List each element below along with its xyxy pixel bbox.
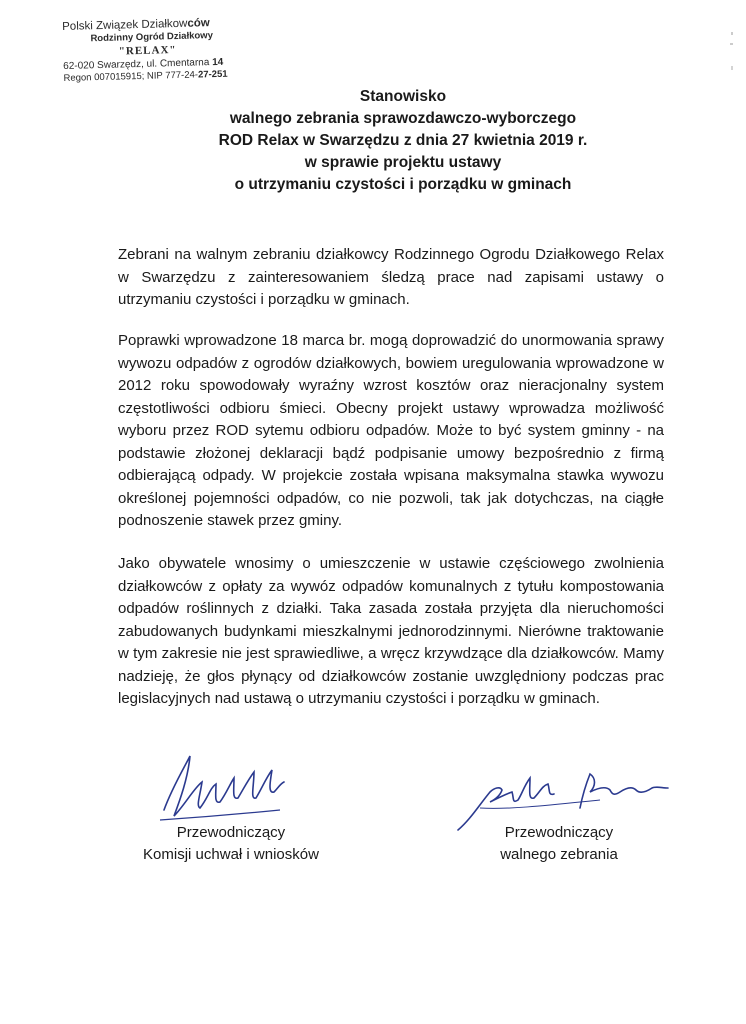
stamp-line-address: 62-020 Swarzędz, ul. Cmentarna 14	[63, 56, 224, 72]
stamp-line-name: "RELAX"	[118, 44, 177, 58]
signature-block-right	[468, 822, 650, 866]
signer-role: Przewodniczący	[176, 824, 286, 841]
stamp-line-organization: Polski Związek Działkowców	[62, 17, 210, 33]
paragraph-amendments: Poprawki wprowadzone 18 marca br. mogą doprowadzić do unormowania sprawy wywozu odpadów z ogrodów działkowych, bowiem uregulowania wprowadzone w 2012 roku spowodowały wyraźny wzrost kosztów oraz nieracjonalny system częstotliwości odbioru śmieci. Obecny projekt ustawy wprowadza możliwość wyboru przez ROD sytemu odbioru odpadów. Może to być system gminny - na podstawie złożonej deklaracji bądź podpisanie umowy bezpośrednio z firmą odbierającą odpady. W projekcie została wpisana maksymalna stawka wywozu określonej pojemności odpadów, co nie pozwoli, tak jak dotychczas, na ciągłe podnoszenie stawek przez gminy.	[118, 332, 664, 529]
signature-block-left	[118, 822, 344, 866]
paragraph-intro: Zebrani na walnym zebraniu działkowcy Rodzinnego Ogrodu Działkowego Relax w Swarzędzu z zainteresowaniem śledzą prace nad zapisami ustawy o utrzymaniu czystości i porządku w gminach.	[118, 246, 664, 308]
title-line: o utrzymaniu czystości i porządku w gminach	[234, 176, 572, 193]
stamp-line-registry: Regon 007015915; NIP 777-24-27-251	[63, 68, 228, 84]
stamp-line-garden: Rodzinny Ogród Działkowy	[90, 30, 214, 45]
title-line: w sprawie projektu ustawy	[304, 154, 502, 171]
paragraph-request: Jako obywatele wnosimy o umieszczenie w ustawie częściowego zwolnienia działkowców z opłaty za wywóz odpadów komunalnych z tytułu kompostowania odpadów roślinnych z działki. Taka zasada została przyjęta dla nieruchomości zabudowanych budynkami mieszkalnymi jednorodzinnymi. Nierówne traktowanie w tym zakresie nie jest sprawiedliwe, a wręcz krzywdzące dla działkowców. Mamy nadzieję, że głos płynący od działkowców zostanie uwzględniony podczas prac legislacyjnych nad ustawą o utrzymaniu czystości i porządku w gminach.	[118, 555, 664, 707]
title-line: Stanowisko	[359, 88, 447, 105]
signature-left	[150, 748, 300, 828]
document-title	[120, 86, 686, 196]
scan-mark-decoration	[724, 30, 740, 80]
signer-body: Komisji uchwał i wniosków	[143, 846, 319, 863]
signer-role: Przewodniczący	[504, 824, 614, 841]
title-line: walnego zebrania sprawozdawczo-wyborczego	[229, 110, 577, 127]
organization-stamp	[62, 15, 264, 85]
title-line: ROD Relax w Swarzędzu z dnia 27 kwietnia 2019 r.	[218, 132, 588, 149]
signer-body: walnego zebrania	[500, 846, 618, 863]
